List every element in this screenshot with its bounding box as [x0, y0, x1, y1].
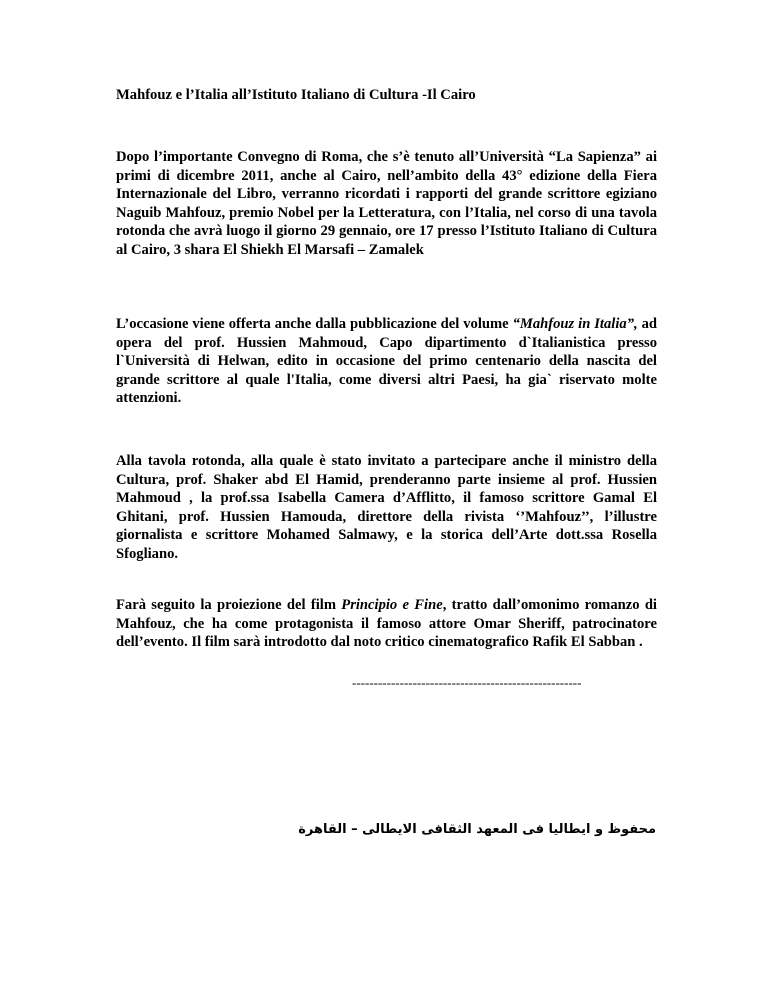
arabic-title: محفوظ و ايطاليا فى المعهد الثقافى الايطالى – القاهرة	[298, 822, 656, 837]
paragraph-convegno: Dopo l’importante Convegno di Roma, che s’è tenuto all’Università “La Sapienza” ai primi di dicembre 2011, anche al Cairo, nell’ambito della 43° edizione della Fiera Internazionale del Libro, verranno ricordati i rapporti del grande scrittore egiziano Naguib Mahfouz, premio Nobel per la Letteratura, con l’Italia, nel corso di una tavola rotonda che avrà luogo il giorno 29 gennaio, ore 17 presso l’Istituto Italiano di Cultura al Cairo, 3 shara El Shiekh El Marsafi – Zamalek	[116, 149, 657, 258]
paragraph-volume-text-b: ad opera del prof. Hussien Mahmoud, Capo dipartimento d`Italianistica presso l`Università di Helwan, edito in occasione del primo centenario della nascita del grande scrittore al quale l'Italia, come diversi altri Paesi, ha gia` riservato molte attenzioni.	[116, 316, 657, 406]
paragraph-film	[116, 596, 657, 652]
document-title: Mahfouz e l’Italia all’Istituto Italiano di Cultura -Il Cairo	[116, 87, 476, 103]
book-title: “Mahfouz in Italia”,	[512, 316, 638, 332]
paragraph-tavola-rotonda: Alla tavola rotonda, alla quale è stato invitato a partecipare anche il ministro della Cultura, prof. Shaker abd El Hamid, prenderanno parte insieme al prof. Hussien Mahmoud , la prof.ssa Isabella Camera d’Afflitto, il famoso scrittore Gamal El Ghitani, prof. Hussien Hamouda, direttore della rivista ‘’Mahfouz’’, l’illustre giornalista e scrittore Mohamed Salmawy, e la storica dell’Arte dott.ssa Rosella Sfogliano.	[116, 453, 657, 562]
paragraph-volume-text-a: L’occasione viene offerta anche dalla pubblicazione del volume	[116, 316, 513, 332]
separator-line: -----------------------------------------------------	[352, 675, 582, 690]
film-title: Principio e Fine	[341, 597, 443, 613]
paragraph-volume	[116, 315, 657, 408]
paragraph-film-text-a: Farà seguito la proiezione del film	[116, 597, 342, 613]
paragraph-film-text-b: , tratto dall’omonimo romanzo di Mahfouz, che ha come protagonista il famoso attore Omar Sheriff, patrocinatore dell’evento. Il film sarà introdotto dal noto critico cinematografico Rafik El Sabban .	[116, 597, 657, 650]
